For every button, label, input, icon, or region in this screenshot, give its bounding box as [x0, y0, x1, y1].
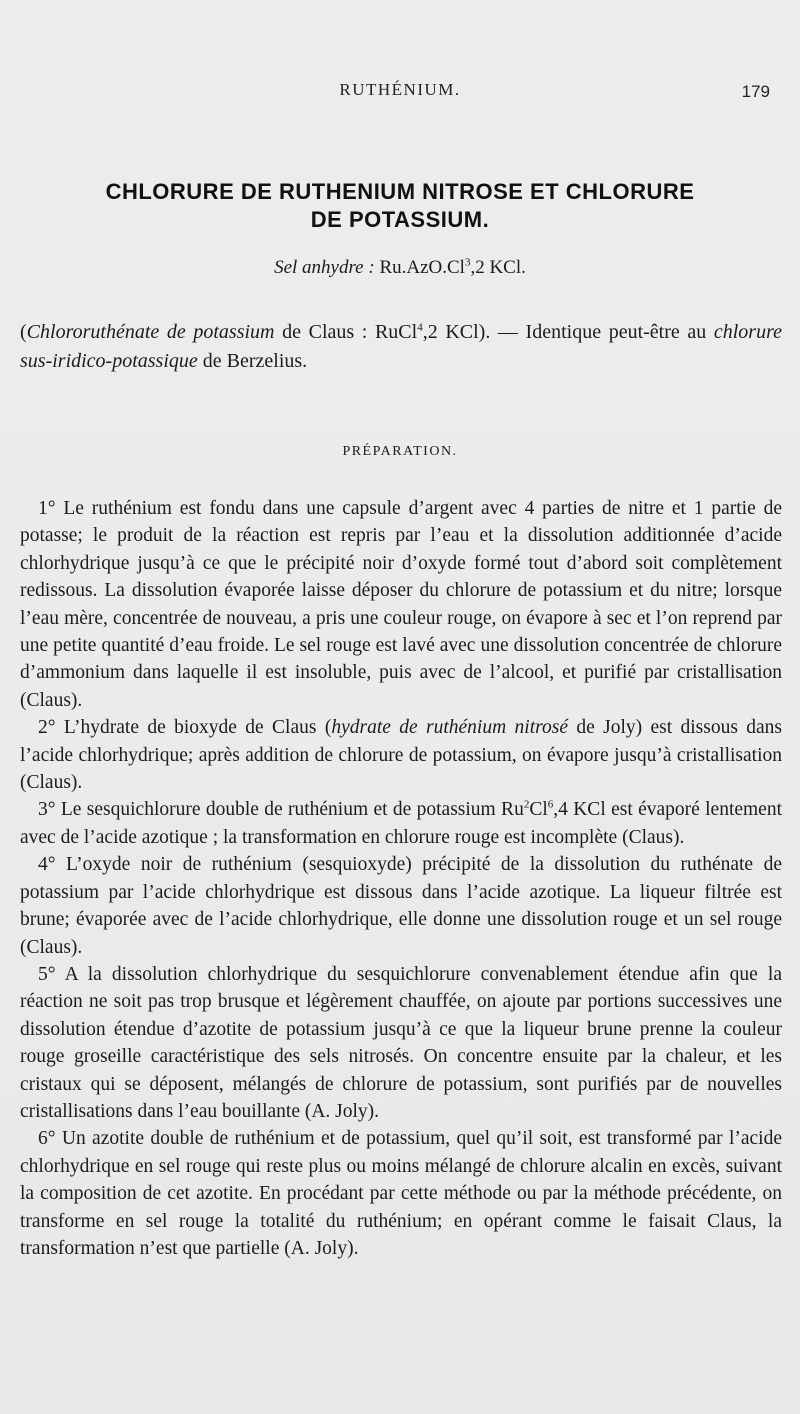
running-title: RUTHÉNIUM. — [339, 80, 461, 99]
paragraph-4: 4° L’oxyde noir de ruthénium (sesquioxyde) précipité de la dissolution du ruthénate de potassium par l’acide chlorhydrique est dissous dans l’acide azotique. La liqueur filtrée est brune; évaporée avec de l’acide chlorhydrique, elle donne une dissolution rouge et un sel rouge (Claus). — [20, 854, 782, 958]
paragraph-5: 5° A la dissolution chlorhydrique du sesquichlorure convenablement étendue afin que la réaction ne soit pas trop brusque et légèrement chauffée, on ajoute par portions successives une dissolution étendue d’azotite de potassium jusqu’à ce que la liqueur brune prenne la couleur rouge groseille caractéristique des sels nitrosés. On concentre ensuite par la chaleur, et les cristaux qui se déposent, mélangés de chlorure de potassium, sont purifiés par de nouvelles cristallisations dans l’eau bouillante (A. Joly). — [20, 963, 782, 1122]
formula-value-end: ,2 KCl. — [470, 257, 526, 278]
alias-name-berzelius: chlorure sus-iridico-potassique — [20, 321, 783, 372]
p2-text-a: 2° L’hydrate de bioxyde de Claus ( — [38, 717, 332, 739]
alias-text-3: de Berzelius. — [197, 350, 308, 372]
p3-sup-2: 6 — [547, 798, 554, 811]
formula-value: Ru.AzO.Cl — [374, 257, 465, 278]
alias-name-claus: Chlororuthénate de potassium — [26, 321, 275, 343]
p2-emphasis: hydrate de ruthénium nitrosé — [331, 717, 568, 739]
synonym-paragraph — [20, 318, 782, 376]
alias-superscript: 4 — [417, 321, 423, 334]
paragraph-3 — [20, 796, 782, 851]
formula-line — [0, 257, 800, 279]
title-line-2: DE POTASSIUM. — [310, 207, 490, 232]
page-number: 179 — [741, 82, 770, 101]
paragraph-2 — [20, 714, 782, 796]
formula-superscript: 3 — [464, 256, 471, 269]
section-heading: PRÉPARATION. — [342, 444, 458, 459]
title-line-1: CHLORURE DE RUTHENIUM NITROSE ET CHLORURE — [105, 179, 695, 204]
formula-label: Sel anhydre : — [274, 257, 375, 278]
paragraph-6: 6° Un azotite double de ruthénium et de potassium, quel qu’il soit, est transformé par l’acide chlorhydrique en sel rouge qui reste plus ou moins mélangé de chlorure alcalin en excès, suivant la composition de cet azotite. En procédant par cette méthode ou par la méthode précédente, on transforme en sel rouge la totalité du ruthénium; en opérant comme le faisait Claus, la transformation n’est que partielle (A. Joly). — [20, 1128, 782, 1259]
p2-text-b: de Joly) est dissous dans l’acide chlorhydrique; après addition de chlorure de potassium, on évapore jusqu’à cristallisation (Claus). — [20, 717, 783, 794]
p3-sup-1: 2 — [523, 798, 530, 811]
paragraph-1: 1° Le ruthénium est fondu dans une capsule d’argent avec 4 parties de nitre et 1 partie de potasse; le produit de la réaction est repris par l’eau et la dissolution additionnée d’acide chlorhydrique jusqu’à ce que le précipité noir d’oxyde formé tout d’abord soit complètement redissous. La dissolution évaporée laisse déposer du chlorure de potassium et du nitre; lorsque l’eau mère, concentrée de nouveau, a pris une couleur rouge, on évapore à sec et l’on reprend par une petite quantité d’eau froide. Le sel rouge est lavé avec une dissolution concentrée de chlorure d’ammonium dans laquelle il est insoluble, puis avec de l’alcool, et purifié par cristallisation (Claus). — [20, 498, 782, 711]
preparation-body — [20, 495, 782, 1262]
p3-text-b: Cl — [529, 799, 548, 821]
p3-text-c: ,4 KCl est évaporé lentement avec de l’acide azotique ; la transformation en chlorure rouge est incomplète (Claus). — [20, 799, 783, 848]
alias-text-2: ,2 KCl). — Identique peut-être au — [422, 321, 714, 343]
alias-text-1: de Claus : RuCl — [274, 321, 418, 343]
p3-text-a: 3° Le sesquichlorure double de ruthénium et de potassium Ru — [38, 799, 524, 821]
alias-open: ( — [20, 321, 27, 343]
article-title — [40, 178, 760, 234]
